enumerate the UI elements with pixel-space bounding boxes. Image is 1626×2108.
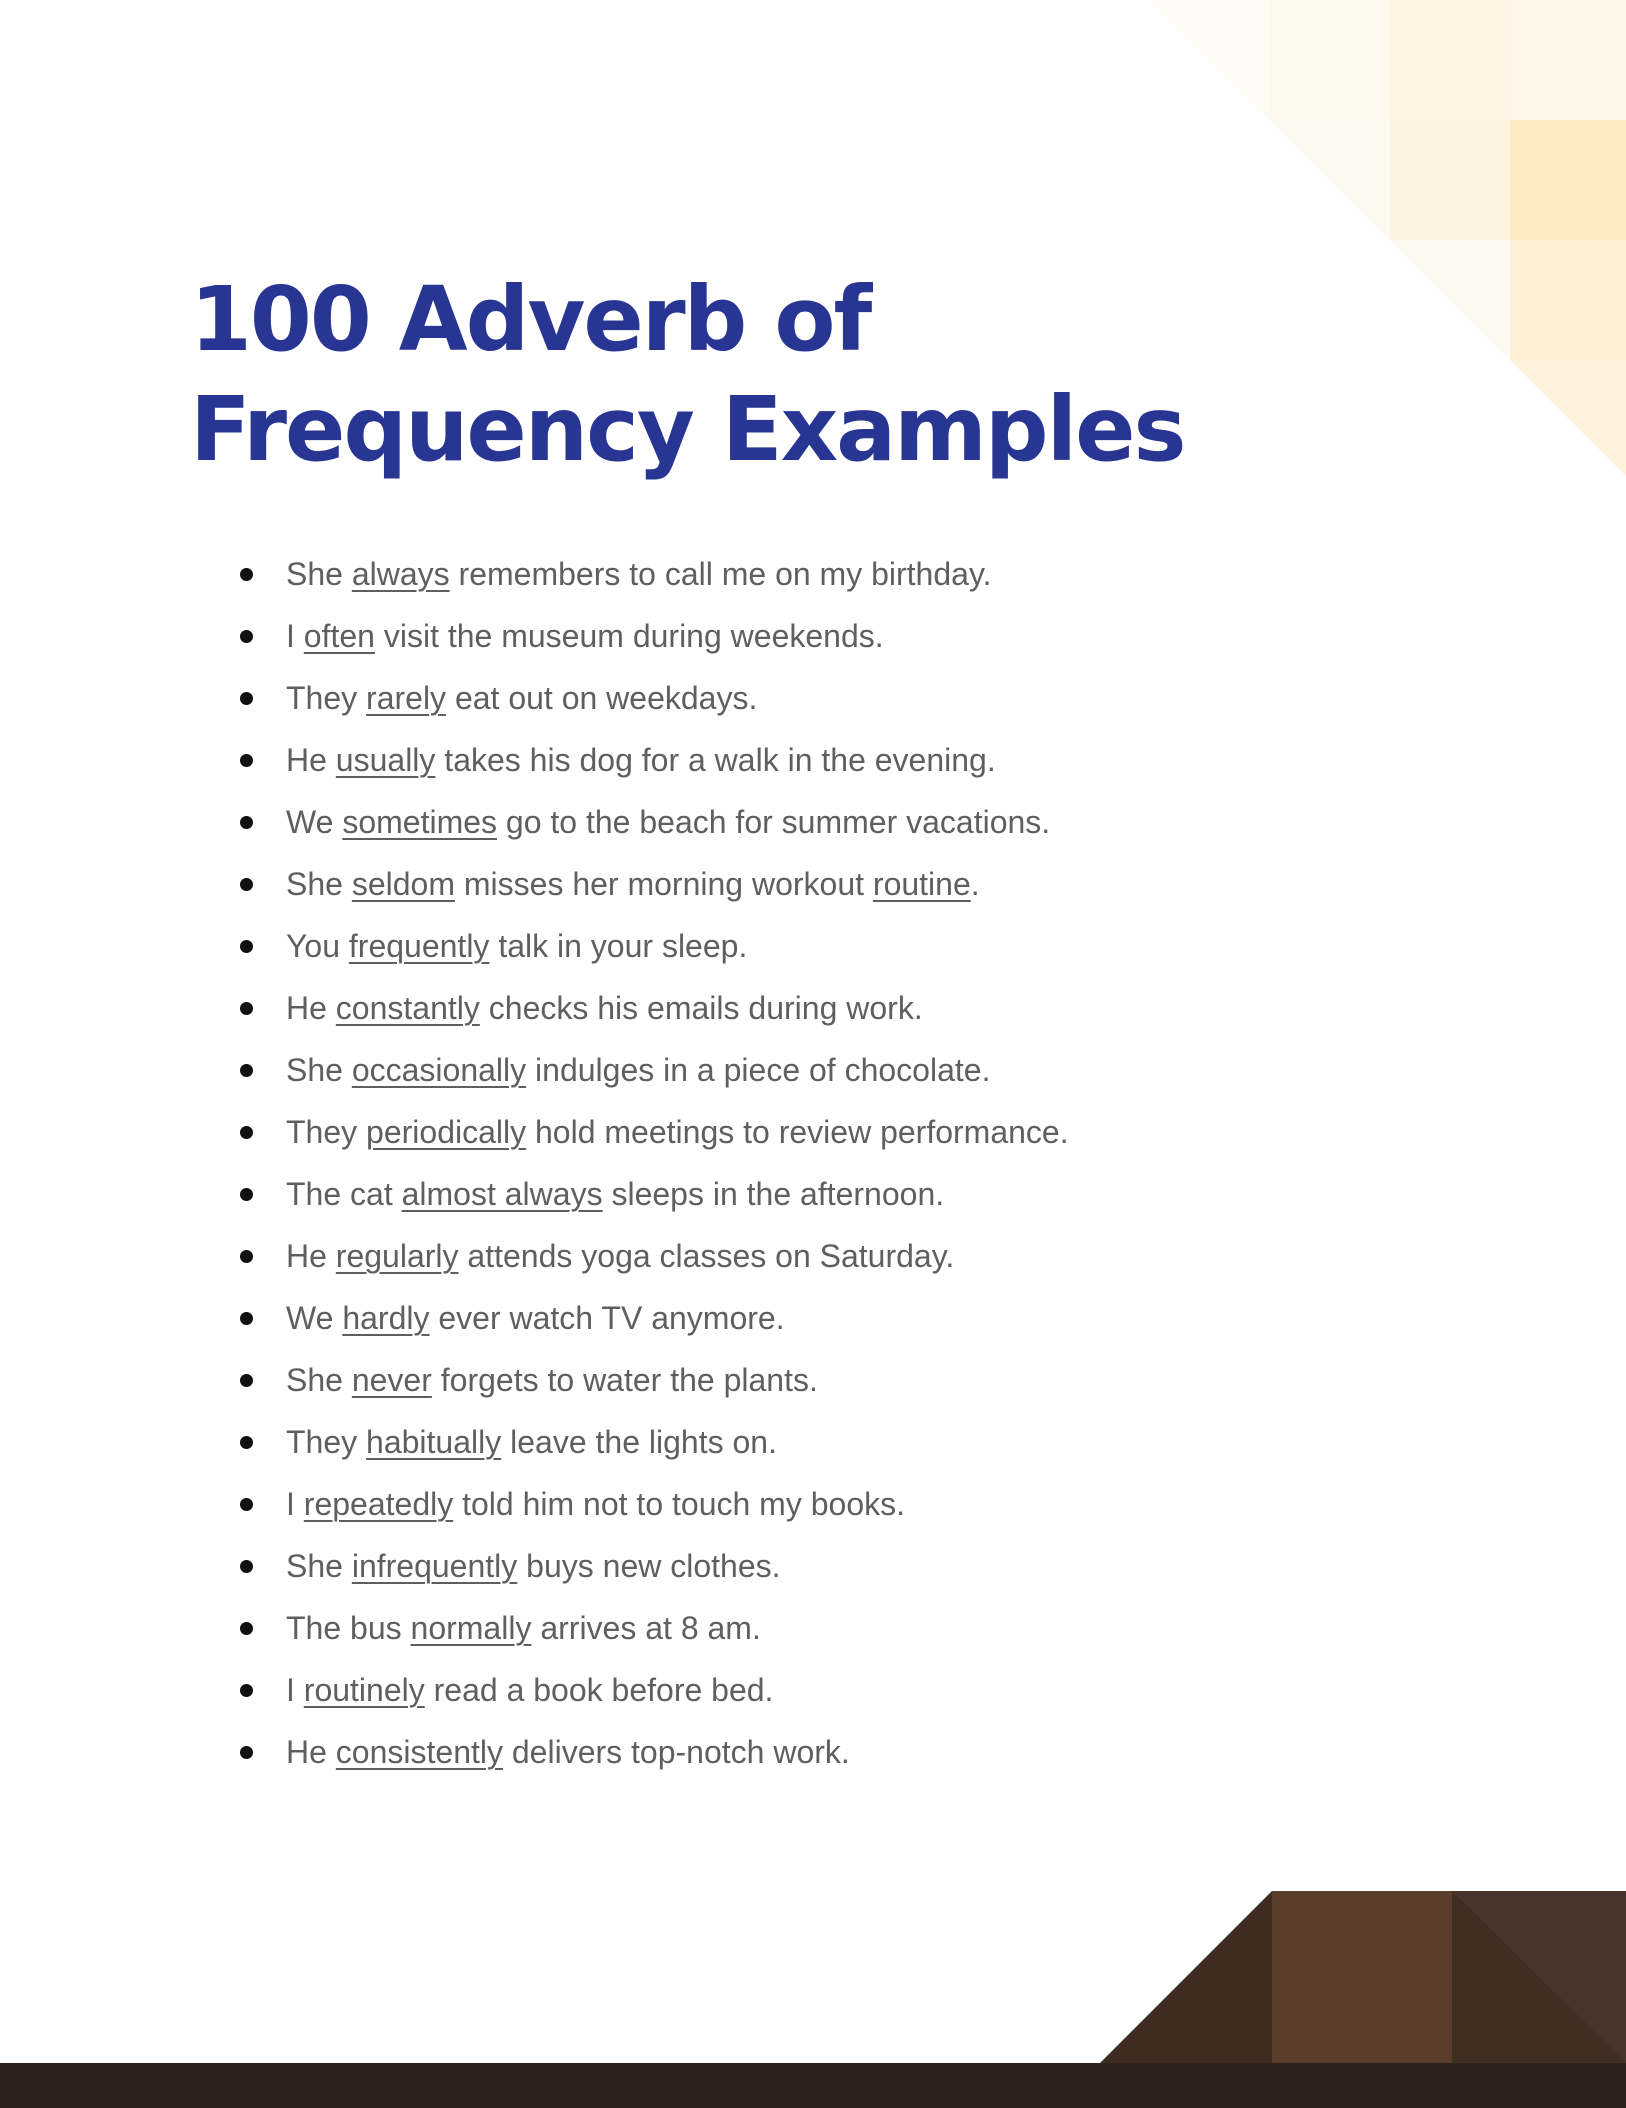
sentence-text: The cat xyxy=(286,1176,402,1212)
bullet-icon xyxy=(240,1498,253,1511)
adverb-highlight: seldom xyxy=(351,866,455,902)
sentence-text: They xyxy=(286,1114,367,1150)
example-sentence xyxy=(286,791,1050,853)
list-item xyxy=(0,1349,1300,1411)
adverb-highlight: constantly xyxy=(335,990,480,1026)
sentence-text: go to the beach for summer vacations. xyxy=(497,804,1051,840)
sentence-text: checks his emails during work. xyxy=(479,990,923,1026)
example-sentence xyxy=(286,1473,905,1535)
list-item xyxy=(0,1411,1300,1473)
list-item xyxy=(0,1535,1300,1597)
sentence-text: indulges in a piece of chocolate. xyxy=(526,1052,991,1088)
bullet-icon xyxy=(240,1374,253,1387)
sentence-text: eat out on weekdays. xyxy=(446,680,758,716)
example-sentence xyxy=(286,543,991,605)
example-sentence xyxy=(286,605,884,667)
example-sentence xyxy=(286,729,996,791)
list-item xyxy=(0,1659,1300,1721)
bottom-right-mosaic xyxy=(1100,1891,1626,2063)
sentence-text: attends yoga classes on Saturday. xyxy=(458,1238,955,1274)
sentence-text: She xyxy=(286,1052,352,1088)
list-item xyxy=(0,1163,1300,1225)
sentence-text: He xyxy=(286,1734,336,1770)
example-sentence xyxy=(286,853,980,915)
page-title: 100 Adverb of Frequency Examples xyxy=(190,267,1185,481)
sentence-text: forgets to water the plants. xyxy=(431,1362,818,1398)
list-item xyxy=(0,1039,1300,1101)
list-item xyxy=(0,1101,1300,1163)
sentence-text: We xyxy=(286,804,343,840)
sentence-text: buys new clothes. xyxy=(517,1548,781,1584)
sentence-text: told him not to touch my books. xyxy=(453,1486,905,1522)
adverb-highlight: often xyxy=(303,618,375,654)
bullet-icon xyxy=(240,1436,253,1449)
adverb-highlight: periodically xyxy=(366,1114,527,1150)
bullet-icon xyxy=(240,692,253,705)
bullet-icon xyxy=(240,878,253,891)
adverb-highlight: usually xyxy=(335,742,436,778)
adverb-highlight: repeatedly xyxy=(303,1486,454,1522)
list-item xyxy=(0,915,1300,977)
bullet-icon xyxy=(240,1622,253,1635)
list-item xyxy=(0,1287,1300,1349)
sentence-text: . xyxy=(970,866,980,902)
adverb-highlight: routinely xyxy=(303,1672,425,1708)
sentence-text: sleeps in the afternoon. xyxy=(602,1176,945,1212)
adverb-highlight: consistently xyxy=(335,1734,503,1770)
sentence-text: talk in your sleep. xyxy=(489,928,748,964)
footer-band xyxy=(0,2063,1626,2108)
sentence-text: arrives at 8 am. xyxy=(531,1610,761,1646)
example-sentence xyxy=(286,1287,785,1349)
sentence-text: leave the lights on. xyxy=(501,1424,777,1460)
example-sentence xyxy=(286,1349,818,1411)
adverb-highlight: always xyxy=(351,556,450,592)
example-sentence xyxy=(286,1039,990,1101)
list-item xyxy=(0,729,1300,791)
adverb-highlight: normally xyxy=(410,1610,532,1646)
sentence-text: misses her morning workout xyxy=(454,866,873,902)
bullet-icon xyxy=(240,816,253,829)
adverb-highlight: infrequently xyxy=(351,1548,518,1584)
example-sentence xyxy=(286,1535,781,1597)
sentence-text: He xyxy=(286,990,336,1026)
bullet-icon xyxy=(240,940,253,953)
list-item xyxy=(0,543,1300,605)
list-item xyxy=(0,853,1300,915)
sentence-text: She xyxy=(286,866,352,902)
list-item xyxy=(0,605,1300,667)
example-list xyxy=(0,543,1300,1783)
list-item xyxy=(0,791,1300,853)
sentence-text: She xyxy=(286,1362,352,1398)
adverb-highlight: routine xyxy=(872,866,971,902)
adverb-highlight: sometimes xyxy=(342,804,498,840)
list-item xyxy=(0,1721,1300,1783)
example-sentence xyxy=(286,915,747,977)
sentence-text: delivers top-notch work. xyxy=(502,1734,850,1770)
sentence-text: I xyxy=(286,1672,304,1708)
sentence-text: She xyxy=(286,556,352,592)
adverb-highlight: hardly xyxy=(342,1300,430,1336)
sentence-text: You xyxy=(286,928,349,964)
example-sentence xyxy=(286,667,757,729)
sentence-text: takes his dog for a walk in the evening. xyxy=(435,742,996,778)
sentence-text: They xyxy=(286,1424,367,1460)
adverb-highlight: regularly xyxy=(335,1238,459,1274)
bullet-icon xyxy=(240,754,253,767)
bullet-icon xyxy=(240,1312,253,1325)
bullet-icon xyxy=(240,1746,253,1759)
example-sentence xyxy=(286,977,923,1039)
example-sentence xyxy=(286,1225,954,1287)
bullet-icon xyxy=(240,568,253,581)
adverb-highlight: rarely xyxy=(366,680,447,716)
sentence-text: We xyxy=(286,1300,343,1336)
list-item xyxy=(0,1225,1300,1287)
bullet-icon xyxy=(240,1064,253,1077)
sentence-text: hold meetings to review performance. xyxy=(526,1114,1069,1150)
sentence-text: ever watch TV anymore. xyxy=(429,1300,785,1336)
example-sentence xyxy=(286,1101,1069,1163)
sentence-text: They xyxy=(286,680,367,716)
list-item xyxy=(0,977,1300,1039)
sentence-text: read a book before bed. xyxy=(424,1672,774,1708)
bullet-icon xyxy=(240,1560,253,1573)
example-sentence xyxy=(286,1597,761,1659)
sentence-text: remembers to call me on my birthday. xyxy=(449,556,992,592)
example-sentence xyxy=(286,1163,944,1225)
example-sentence xyxy=(286,1659,773,1721)
adverb-highlight: occasionally xyxy=(351,1052,527,1088)
sentence-text: I xyxy=(286,618,304,654)
sentence-text: He xyxy=(286,742,336,778)
adverb-highlight: habitually xyxy=(366,1424,502,1460)
bullet-icon xyxy=(240,1250,253,1263)
sentence-text: The bus xyxy=(286,1610,411,1646)
example-sentence xyxy=(286,1411,777,1473)
list-item xyxy=(0,1473,1300,1535)
bullet-icon xyxy=(240,1684,253,1697)
sentence-text: I xyxy=(286,1486,304,1522)
sentence-text: visit the museum during weekends. xyxy=(374,618,884,654)
sentence-text: He xyxy=(286,1238,336,1274)
bullet-icon xyxy=(240,1126,253,1139)
example-sentence xyxy=(286,1721,850,1783)
adverb-highlight: frequently xyxy=(348,928,490,964)
list-item xyxy=(0,1597,1300,1659)
sentence-text: She xyxy=(286,1548,352,1584)
bullet-icon xyxy=(240,1002,253,1015)
adverb-highlight: almost always xyxy=(401,1176,603,1212)
list-item xyxy=(0,667,1300,729)
bullet-icon xyxy=(240,630,253,643)
bullet-icon xyxy=(240,1188,253,1201)
adverb-highlight: never xyxy=(351,1362,432,1398)
